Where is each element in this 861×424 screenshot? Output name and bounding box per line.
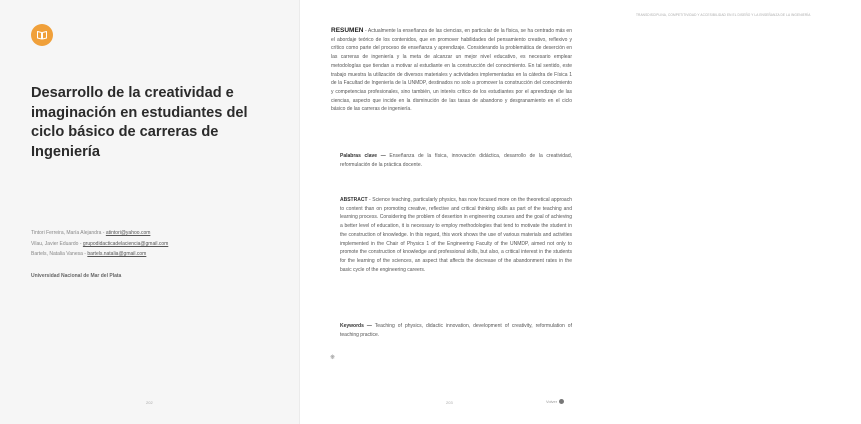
article-title: Desarrollo de la creatividad e imaginación en estudiantes del ciclo básico de carreras de Ingeniería [31, 85, 248, 160]
right-page [300, 0, 811, 424]
author-name: Bartels, Natalia Vanesa - [31, 251, 88, 258]
abstract-english [340, 196, 572, 274]
running-head: TRANSDISCIPLINA, COMPETITIVIDAD Y ACCESIBILIDAD EN EL DISEÑO Y LA ENSEÑANZA DE LA INGENIERÍA [636, 13, 811, 17]
keywords-spanish-label: Palabras clave — [340, 153, 386, 159]
author-list [31, 228, 281, 260]
author-entry [31, 239, 281, 250]
keywords-english-label: Keywords — [340, 323, 372, 329]
page-number-left: 202 [146, 400, 153, 405]
author-email-link[interactable]: grupodidacticadelaciencia@gmail.com [82, 240, 169, 247]
ornament-icon: ❋ [330, 355, 336, 361]
chapter-badge [31, 24, 53, 46]
back-link[interactable] [546, 399, 564, 404]
keywords-english-text: Teaching of physics, didactic innovation, development of creativity, reformulation of teaching practice. [340, 323, 572, 338]
author-entry [31, 228, 281, 239]
back-link-label: Volver [546, 399, 558, 404]
author-name: Tintori Ferreira, María Alejandra - [31, 230, 106, 236]
abstract-spanish-label: RESUMEN [331, 27, 364, 34]
abstract-spanish [331, 27, 572, 114]
keywords-spanish [340, 152, 572, 169]
circle-icon [559, 399, 564, 404]
left-page [0, 0, 300, 424]
page-number-right: 203 [446, 400, 453, 405]
author-entry [31, 249, 281, 260]
institution-name: Universidad Nacional de Mar del Plata [31, 273, 122, 279]
open-book-icon [36, 29, 48, 41]
author-email-link[interactable]: bartels.natalia@gmail.com [87, 251, 147, 258]
author-email-link[interactable]: atintori@yahoo.com [105, 230, 151, 236]
keywords-english [340, 322, 572, 339]
author-name: Vilau, Javier Eduardo - [31, 240, 83, 247]
keywords-spanish-text: Enseñanza de la física, innovación didáctica, desarrollo de la creatividad, reformulación de la práctica docente. [340, 153, 573, 168]
abstract-english-label: ABSTRACT [340, 197, 368, 203]
abstract-english-text: - Science teaching, particularly physics, has now focused more on the theoretical approach to content than on promoting creative, reflective and critical thinking skills as part of the teaching and learning process. Considering the problem of desertion in engineering courses and the goal of achieving a better level of education, it is necessary to employ methodologies that tend to motivate the student in the construction of knowledge. In this regard, this work shows the use of various materials and activities implemented in the Chair of Physics 1 of the Engineering Faculty of the UNMDP, aimed not only to promote the construction of knowledge and professional skills, but also, a critical interest in the students for the learning of the sciences, an aspect that affects the decrease of the abandonment rates in the basic cycle of the engineering careers. [340, 197, 572, 273]
abstract-spanish-text: - Actualmente la enseñanza de las ciencias, en particular de la física, se ha centrado más en el abordaje teórico de los contenidos, que en promover habilidades del pensamiento creativo, reflexivo y crítico como parte del proceso de enseñanza y aprendizaje. Considerando la problemática de deserción en las carreras de ingeniería y la meta de alcanzar un mejor nivel educativo, es necesario emplear metodologías que tiendan a motivar al estudiante en la construcción del conocimiento. En tal sentido, este trabajo muestra la utilización de diversos materiales y actividades implementadas en la cátedra de Física 1 de la Facultad de Ingeniería de la UNMDP, destinados no solo a promover la construcción del conocimiento y competencias profesionales, sino también, un interés crítico de los estudiantes por el aprendizaje de las ciencias, aspecto que incide en la disminución de las tasas de abandono y desgranamiento en el ciclo básico de las carreras de ingeniería. [331, 28, 572, 113]
